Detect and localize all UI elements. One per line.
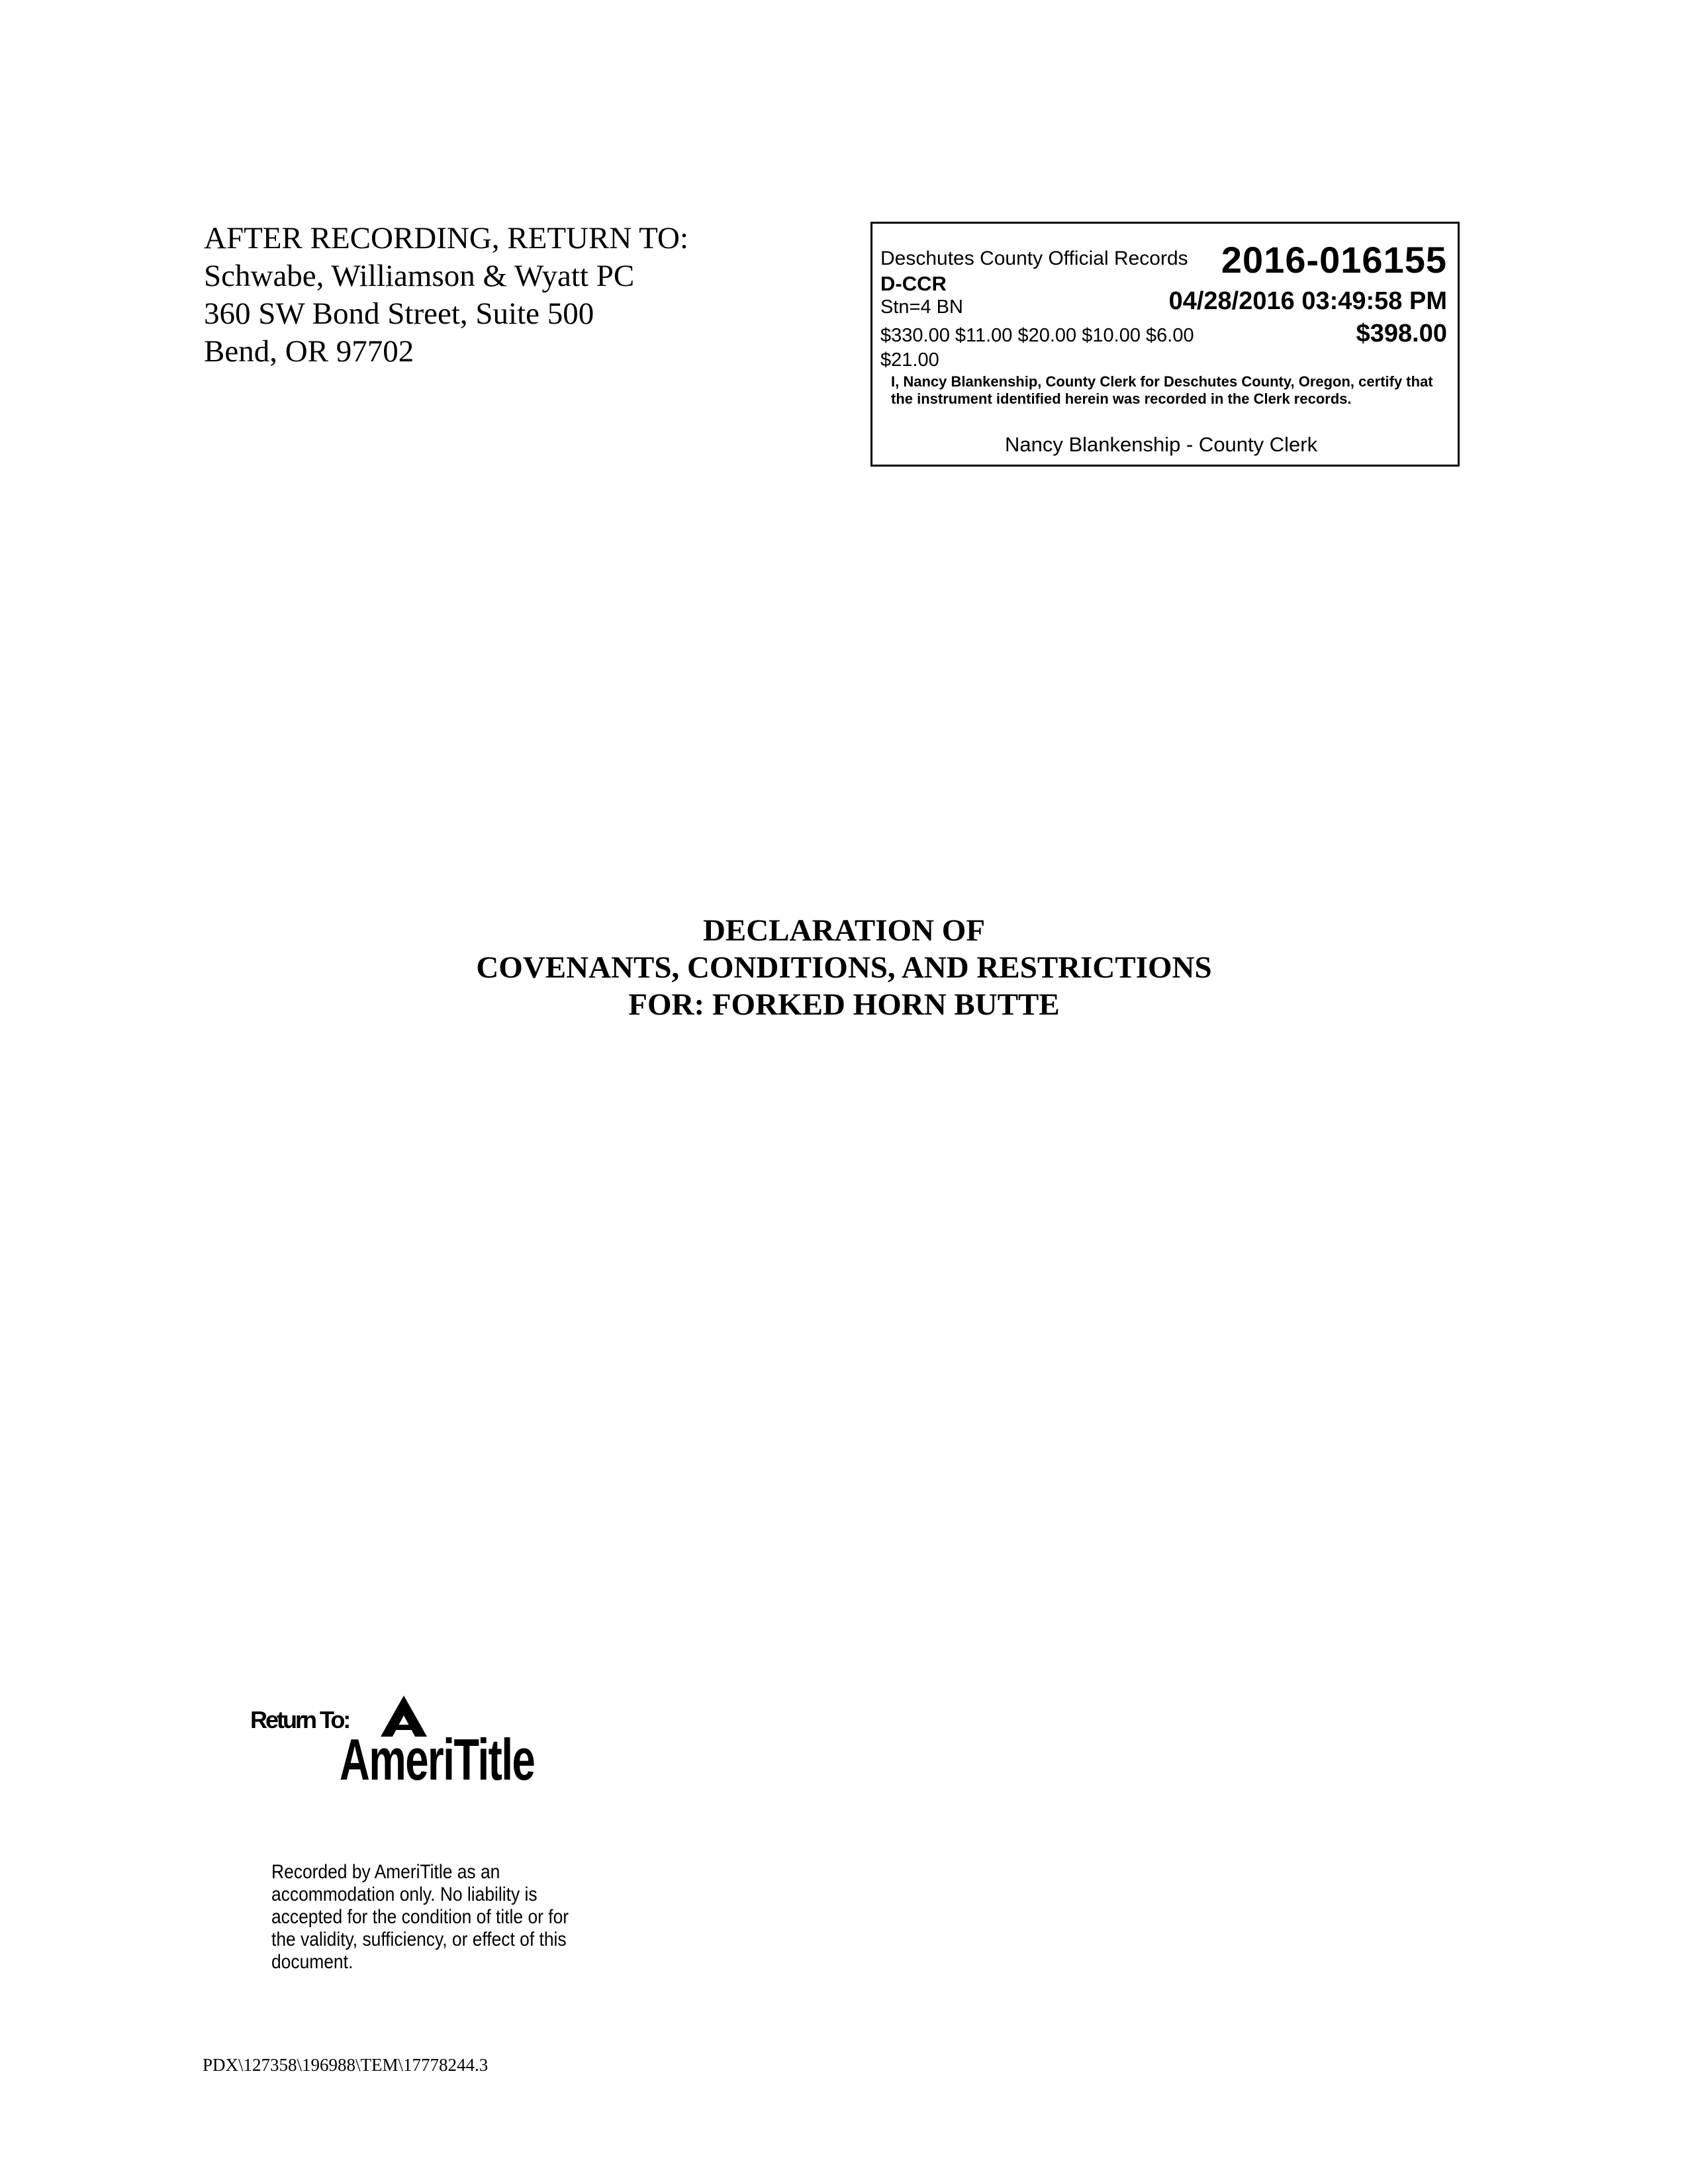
title-line-2: COVENANTS, CONDITIONS, AND RESTRICTIONS — [476, 950, 1212, 985]
recording-stamp — [870, 222, 1460, 467]
return-name: Schwabe, Williamson & Wyatt PC — [204, 259, 635, 293]
record-datetime: 04/28/2016 03:49:58 PM — [1168, 287, 1447, 315]
record-number: 2016-016155 — [1221, 239, 1447, 281]
return-to-label: Return To: — [250, 1706, 350, 1733]
recording-office: Deschutes County Official Records — [880, 248, 1188, 269]
document-id: PDX\127358\196988\TEM\17778244.3 — [203, 2055, 489, 2075]
return-heading: AFTER RECORDING, RETURN TO: — [204, 221, 689, 255]
clerk-name: Nancy Blankenship - County Clerk — [1005, 433, 1318, 456]
return-address-block — [204, 220, 688, 371]
title-line-1: DECLARATION OF — [702, 913, 986, 948]
doc-code: D-CCR — [880, 272, 947, 295]
fees-line-1: $330.00 $11.00 $20.00 $10.00 $6.00 — [880, 325, 1194, 346]
fees-line-2: $21.00 — [880, 349, 939, 371]
ameritile-logo-text: AmeriTitle — [340, 1727, 535, 1792]
fees-total: $398.00 — [1356, 320, 1447, 347]
title-line-3: FOR: FORKED HORN BUTTE — [628, 987, 1060, 1022]
station: Stn=4 BN — [880, 296, 963, 318]
document-title — [0, 912, 1688, 1023]
clerk-certification: I, Nancy Blankenship, County Clerk for Deschutes County, Oregon, certify that the instrument identified herein was recorded in the Clerk records. — [891, 373, 1433, 407]
return-city: Bend, OR 97702 — [204, 334, 414, 369]
return-street: 360 SW Bond Street, Suite 500 — [204, 296, 594, 331]
ameritile-disclaimer: Recorded by AmeriTitle as an accommodation only. No liability is accepted for the condition of title or for the validity, sufficiency, or effect of this document. — [271, 1861, 569, 1973]
